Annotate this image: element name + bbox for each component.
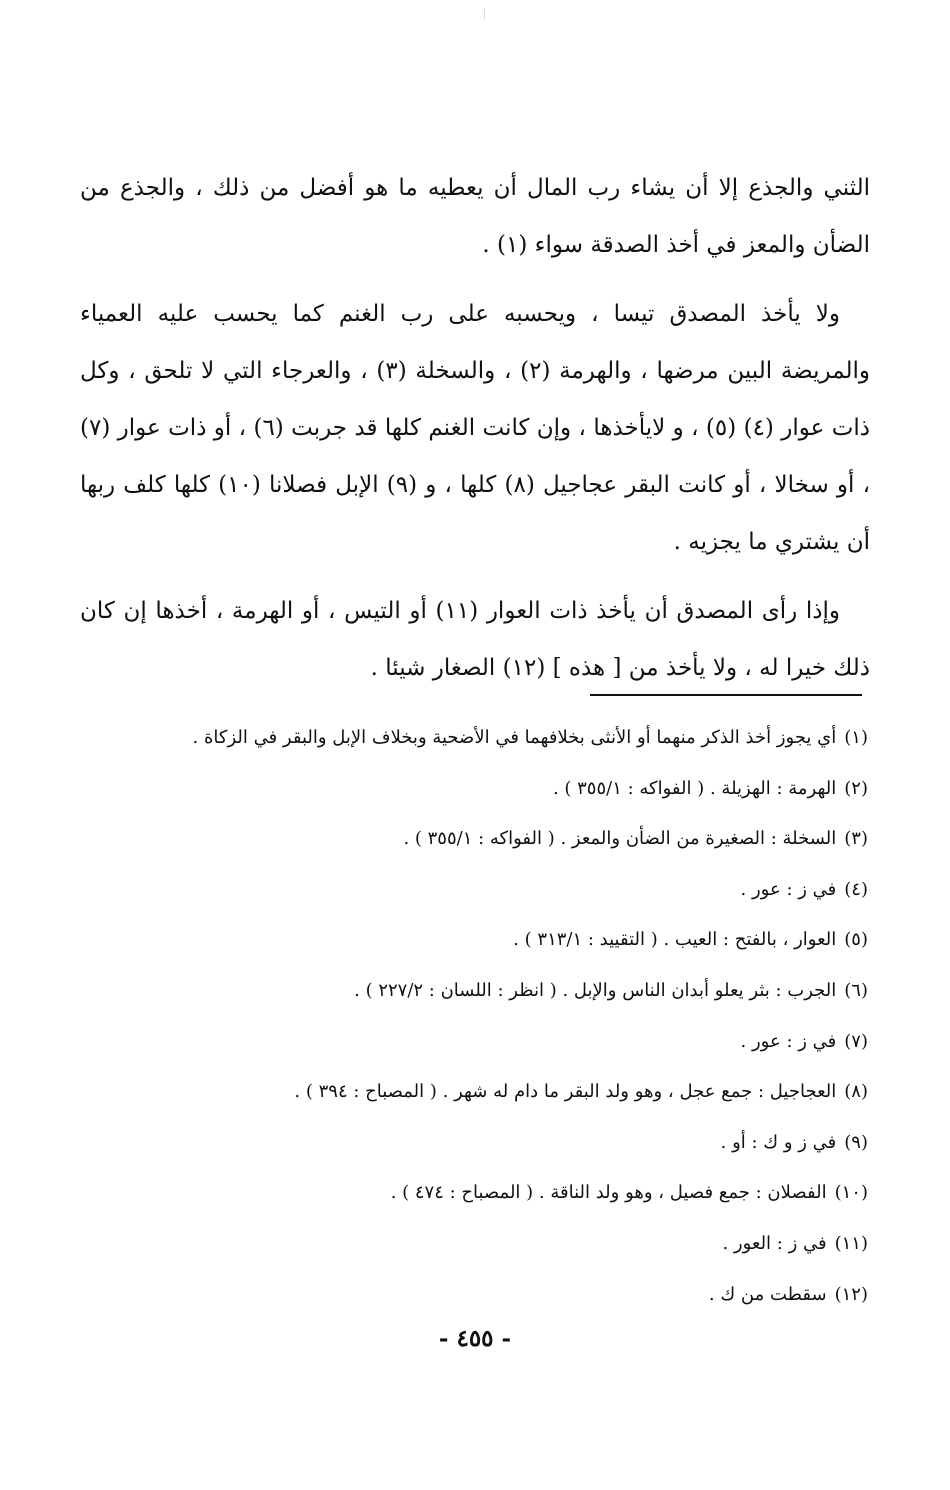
footnote-text: العوار ، بالفتح : العيب . ( التقييد : ٣١٣/١ ) . <box>513 929 837 951</box>
footnote-text: سقطت من ك . <box>708 1283 827 1305</box>
footnote-number: (٨) <box>844 1081 868 1103</box>
footnote-number: (١١) <box>834 1232 868 1254</box>
footnote-11 <box>80 1226 868 1277</box>
footnote-separator <box>590 694 862 696</box>
footnote-7 <box>80 1024 868 1075</box>
footnote-number: (١٠) <box>834 1182 868 1204</box>
footnote-2 <box>80 771 868 822</box>
footnote-6 <box>80 973 868 1024</box>
footnote-10 <box>80 1175 868 1226</box>
footnote-text: السخلة : الصغيرة من الضأن والمعز . ( الفواكه : ٣٥٥/١ ) . <box>403 828 837 850</box>
footnote-5 <box>80 922 868 973</box>
footnote-text: في ز : العور . <box>722 1232 827 1254</box>
footnote-number: (٦) <box>844 979 868 1001</box>
footnote-8 <box>80 1074 868 1125</box>
footnote-number: (٩) <box>844 1131 868 1153</box>
footnote-4 <box>80 872 868 923</box>
footnote-text: الفصلان : جمع فصيل ، وهو ولد الناقة . ( المصباح : ٤٧٤ ) . <box>390 1182 827 1204</box>
footnote-number: (٢) <box>844 777 868 799</box>
footnote-text: في ز : عور . <box>740 878 837 900</box>
paragraph-2: ولا يأخذ المصدق تيسا ، ويحسبه على رب الغنم كما يحسب عليه العمياء والمريضة البين مرضها ، والهرمة (٢) ، والسخلة (٣) ، والعرجاء التي لا تلحق ، وكل ذات عوار (٤) (٥) ، و لايأخذها ، وإن كانت الغنم كلها قد جربت (٦) ، أو ذات عوار (٧) ، أو سخالا ، أو كانت البقر عجاجيل (٨) كلها ، و (٩) الإبل فصلانا (١٠) كلها كلف ربها أن يشتري ما يجزيه . <box>80 301 871 555</box>
footnote-12 <box>80 1277 868 1328</box>
footnote-text: في ز : عور . <box>740 1030 837 1052</box>
footnote-text: الهرمة : الهزيلة . ( الفواكه : ٣٥٥/١ ) . <box>552 777 837 799</box>
paragraph-1: الثني والجذع إلا أن يشاء رب المال أن يعطيه ما هو أفضل من ذلك ، والجذع من الضأن والمعز في أخذ الصدقة سواء (١) . <box>80 175 870 258</box>
footnote-number: (٤) <box>844 878 868 900</box>
footnote-text: الجرب : بثر يعلو أبدان الناس والإبل . ( انظر : اللسان : ٢٢٧/٢ ) . <box>354 979 837 1001</box>
footnote-number: (٣) <box>844 828 868 850</box>
scan-mark <box>484 8 485 20</box>
footnote-number: (١٢) <box>834 1283 868 1305</box>
footnote-text: العجاجيل : جمع عجل ، وهو ولد البقر ما دام له شهر . ( المصباح : ٣٩٤ ) . <box>294 1081 837 1103</box>
footnote-3 <box>80 821 868 872</box>
footnote-number: (٥) <box>844 929 868 951</box>
footnote-9 <box>80 1125 868 1176</box>
footnotes-list <box>80 720 868 1327</box>
footnote-number: (٧) <box>844 1030 868 1052</box>
footnote-text: أي يجوز أخذ الذكر منهما أو الأنثى بخلافهما في الأضحية وبخلاف الإبل والبقر في الزكاة . <box>192 727 837 748</box>
footnote-number: (١) <box>844 727 868 748</box>
main-text <box>80 160 870 709</box>
footnote-1 <box>80 720 868 771</box>
footnote-text: في ز و ك : أو . <box>720 1131 837 1153</box>
paragraph-3: وإذا رأى المصدق أن يأخذ ذات العوار (١١) أو التيس ، أو الهرمة ، أخذها إن كان ذلك خيرا له ، ولا يأخذ من [ هذه ] (١٢) الصغار شيئا . <box>80 598 870 681</box>
page-number: - ٤٥٥ - <box>438 1325 512 1352</box>
